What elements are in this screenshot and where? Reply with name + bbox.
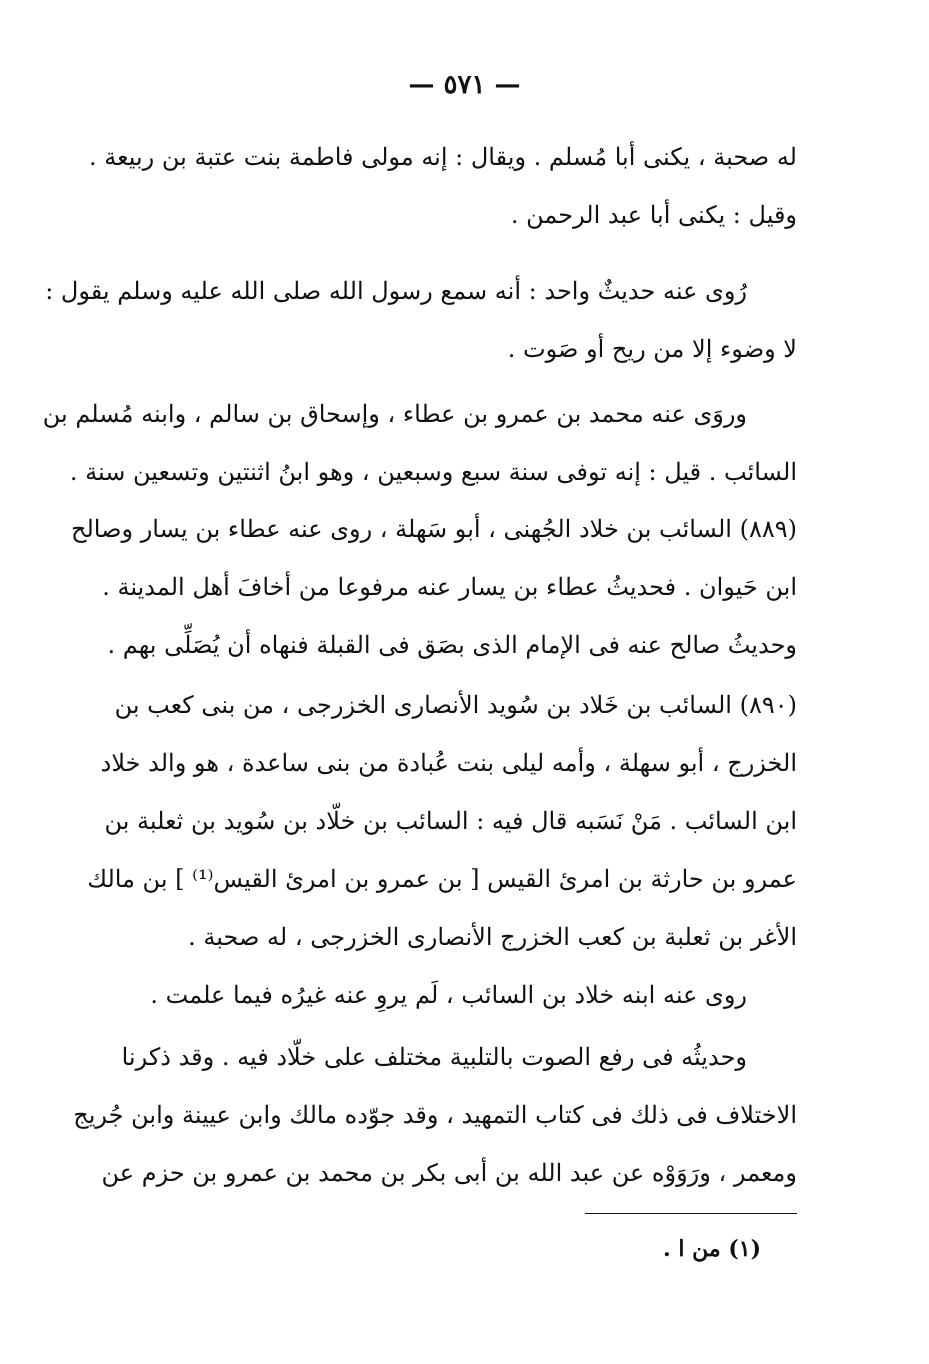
text-line: السائب . قيل : إنه توفى سنة سبع وسبعين ، وهو ابنُ اثنتين وتسعين سنة .: [69, 458, 797, 486]
text-line: ابن حَيوان . فحديثُ عطاء بن يسار عنه مرفوعا من أخافَ أهل المدينة .: [102, 573, 797, 601]
text-line: ابن السائب . مَنْ نَسَبه قال فيه : السائب بن خلّاد بن سُويد بن ثعلبة بن: [104, 807, 797, 835]
text-line: وقيل : يكنى أبا عبد الرحمن .: [510, 201, 797, 229]
entry-890: [87, 676, 797, 1024]
text-line: وحديثُ صالح عنه فى الإمام الذى بصَق فى القبلة فنهاه أن يُصَلِّى بهم .: [107, 631, 797, 659]
entry-889: [71, 500, 797, 674]
text-line: لا وضوء إلا من ريح أو صَوت .: [507, 335, 797, 363]
text-line: وحديثُه فى رفع الصوت بالتلبية مختلف على خلّاد فيه . وقد ذكرنا: [121, 1043, 747, 1071]
page-number: — ٥٧١ —: [408, 70, 521, 100]
paragraph-2: [45, 262, 797, 378]
text-line: (٨٩٠) السائب بن خَلاد بن سُويد الأنصارى الخزرجى ، من بنى كعب بن: [114, 691, 797, 719]
footnote-divider: [585, 1213, 797, 1214]
text-line: له صحبة ، يكنى أبا مُسلم . ويقال : إنه مولى فاطمة بنت عتبة بن ربيعة .: [89, 143, 797, 171]
paragraph-6: [73, 1028, 797, 1202]
text-line: ومعمر ، ورَوَوْه عن عبد الله بن أبى بكر بن محمد بن عمرو بن حزم عن: [101, 1159, 797, 1187]
text-line: الاختلاف فى ذلك فى كتاب التمهيد ، وقد جوّده مالك وابن عيينة وابن جُريج: [73, 1101, 797, 1129]
text-line: عمرو بن حارثة بن امرئ القيس [ بن عمرو بن امرئ القيس⁽¹⁾ ] بن مالك: [87, 865, 797, 893]
paragraph-3: [42, 385, 797, 501]
text-line: روى عنه ابنه خلاد بن السائب ، لَم يروِ عنه غيرُه فيما علمت .: [150, 981, 747, 1009]
text-line: (٨٨٩) السائب بن خلاد الجُهنى ، أبو سَهلة ، روى عنه عطاء بن يسار وصالح: [71, 515, 797, 543]
text-line: الأغر بن ثعلبة بن كعب الخزرج الأنصارى الخزرجى ، له صحبة .: [188, 923, 797, 951]
text-line: وروَى عنه محمد بن عمرو بن عطاء ، وإسحاق بن سالم ، وابنه مُسلم بن: [42, 400, 747, 428]
paragraph-1: [89, 128, 797, 244]
text-line: الخزرج ، أبو سهلة ، وأمه ليلى بنت عُبادة من بنى ساعدة ، هو والد خلاد: [100, 749, 797, 777]
footnote: (١) من ا .: [663, 1236, 761, 1262]
text-line: رُوى عنه حديثٌ واحد : أنه سمع رسول الله صلى الله عليه وسلم يقول :: [45, 277, 747, 305]
